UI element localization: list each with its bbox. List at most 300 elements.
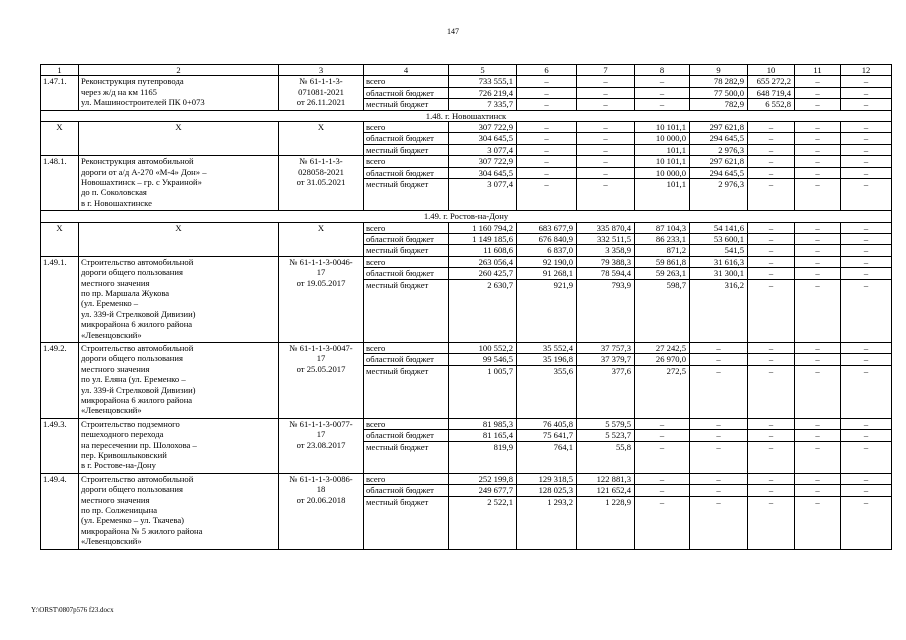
row-id: Х	[41, 222, 79, 256]
column-header: 6	[517, 65, 577, 76]
budget-value: 128 025,3	[517, 485, 577, 496]
budget-type: областной бюджет	[364, 354, 449, 365]
budget-value: 101,1	[635, 144, 690, 155]
budget-value: –	[748, 485, 795, 496]
row-name-line: Новошахтинск – гр. с Украиной»	[81, 177, 202, 188]
budget-value: –	[690, 496, 748, 549]
section-title-row	[41, 110, 892, 121]
budget-value: 252 199,8	[449, 473, 517, 484]
row-document-line: № 61-1-1-3-0086-	[289, 473, 353, 484]
row-name-line: (ул. Еременко –	[81, 298, 139, 309]
budget-value: –	[748, 133, 795, 144]
budget-value: –	[795, 122, 841, 133]
row-name	[79, 76, 279, 110]
budget-type: областной бюджет	[364, 485, 449, 496]
budget-value: –	[690, 365, 748, 418]
budget-value: 75 641,7	[517, 430, 577, 441]
row-name	[79, 418, 279, 473]
row-document-line: 17	[316, 353, 326, 364]
budget-value: 249 677,7	[449, 485, 517, 496]
row-document-line: 18	[316, 484, 326, 495]
budget-value: –	[748, 167, 795, 178]
row-name-line: местного значения	[81, 494, 150, 505]
row-name	[79, 473, 279, 549]
row-document-line: от 19.05.2017	[296, 277, 346, 288]
row-id: Х	[41, 122, 79, 156]
budget-value: 655 272,2	[748, 76, 795, 87]
budget-value: 122 881,3	[577, 473, 635, 484]
budget-value: –	[748, 354, 795, 365]
budget-value: –	[748, 441, 795, 473]
budget-value: 37 379,7	[577, 354, 635, 365]
row-document-line: от 31.05.2021	[296, 177, 346, 188]
row-id: 1.49.3.	[41, 418, 79, 473]
row-name: Х	[79, 122, 279, 156]
budget-value: 3 358,9	[577, 245, 635, 256]
budget-value: 79 388,3	[577, 256, 635, 267]
budget-value: –	[517, 122, 577, 133]
budget-value: –	[795, 87, 841, 98]
budget-value: 77 500,0	[690, 87, 748, 98]
budget-value: –	[635, 99, 690, 110]
budget-value: –	[748, 279, 795, 342]
budget-value: 53 600,1	[690, 234, 748, 245]
budget-value: –	[841, 496, 892, 549]
budget-value: –	[795, 256, 841, 267]
budget-value: 78 594,4	[577, 268, 635, 279]
budget-value: –	[841, 343, 892, 354]
budget-value: 121 652,4	[577, 485, 635, 496]
row-name-line: Строительство автомобильной	[81, 343, 194, 354]
row-document-line: № 61-1-1-3-0047-	[289, 343, 353, 354]
budget-value: –	[690, 430, 748, 441]
row-document	[279, 418, 364, 473]
budget-value: 5 523,7	[577, 430, 635, 441]
budget-value: –	[690, 354, 748, 365]
budget-value: –	[795, 179, 841, 211]
budget-value: –	[841, 256, 892, 267]
row-name-line: по пр. Маршала Жукова	[81, 288, 170, 299]
budget-value: 7 335,7	[449, 99, 517, 110]
budget-value: 263 056,4	[449, 256, 517, 267]
budget-value: 129 318,5	[517, 473, 577, 484]
budget-type: местный бюджет	[364, 179, 449, 211]
row-name-line: (ул. Еременко – ул. Ткачева)	[81, 515, 185, 526]
row-document	[279, 256, 364, 342]
row-document: Х	[279, 222, 364, 256]
budget-value: 81 165,4	[449, 430, 517, 441]
budget-value: –	[795, 418, 841, 429]
row-document-line: от 26.11.2021	[296, 97, 346, 108]
budget-type: областной бюджет	[364, 234, 449, 245]
budget-value: –	[517, 179, 577, 211]
budget-value: 871,2	[635, 245, 690, 256]
page-number: 147	[447, 27, 459, 36]
budget-value: –	[517, 99, 577, 110]
budget-table	[40, 64, 892, 550]
budget-value: –	[635, 87, 690, 98]
budget-value: 307 722,9	[449, 156, 517, 167]
row-id: 1.49.4.	[41, 473, 79, 549]
table-body	[41, 65, 892, 550]
row-name-line: Реконструкция путепровода	[81, 76, 184, 87]
row-name-line: ул. 339-й Стрелковой Дивизии)	[81, 384, 196, 395]
budget-type: всего	[364, 473, 449, 484]
row-id: 1.49.2.	[41, 343, 79, 419]
budget-value: –	[635, 76, 690, 87]
budget-value: –	[748, 144, 795, 155]
table-row	[41, 156, 892, 167]
row-name-line: в г. Новошахтинске	[81, 197, 152, 208]
budget-value: –	[795, 430, 841, 441]
budget-type: местный бюджет	[364, 365, 449, 418]
row-document-line: 17	[316, 267, 326, 278]
budget-value: –	[517, 167, 577, 178]
budget-value: 3 077,4	[449, 179, 517, 211]
row-name-line: на пересечении пр. Шолохова –	[81, 439, 197, 450]
budget-value: –	[635, 418, 690, 429]
budget-value: –	[517, 87, 577, 98]
budget-value: 5 579,5	[577, 418, 635, 429]
row-name-line: микрорайона 6 жилого района	[81, 395, 193, 406]
total-row	[41, 222, 892, 233]
budget-value: –	[841, 418, 892, 429]
budget-type: местный бюджет	[364, 144, 449, 155]
budget-value: –	[577, 122, 635, 133]
row-document-line: 17	[316, 429, 326, 440]
budget-value: –	[748, 156, 795, 167]
row-name-line: по ул. Еляна (ул. Еременко –	[81, 374, 186, 385]
row-document	[279, 343, 364, 419]
row-document-line: № 61-1-1-3-0046-	[289, 256, 353, 267]
budget-value: –	[577, 76, 635, 87]
section-title: 1.48. г. Новошахтинск	[41, 110, 892, 121]
budget-value: –	[841, 76, 892, 87]
row-name-line: Строительство автомобильной	[81, 256, 194, 267]
budget-value: 1 160 794,2	[449, 222, 517, 233]
row-document-line: № 61-1-1-3-	[299, 76, 343, 87]
budget-value: 1 005,7	[449, 365, 517, 418]
row-name-line: через ж/д на км 1165	[81, 86, 157, 97]
budget-value: 10 101,1	[635, 122, 690, 133]
row-name-line: в г. Ростове-на-Дону	[81, 460, 156, 471]
budget-value: –	[795, 99, 841, 110]
budget-value: 335 870,4	[577, 222, 635, 233]
budget-value: –	[841, 99, 892, 110]
table-row	[41, 256, 892, 267]
column-header: 1	[41, 65, 79, 76]
row-name-line: Строительство автомобильной	[81, 473, 194, 484]
budget-value: –	[841, 430, 892, 441]
row-document-line: № 61-1-1-3-0077-	[289, 418, 353, 429]
budget-value: –	[748, 343, 795, 354]
budget-value: –	[841, 485, 892, 496]
budget-value: 11 608,6	[449, 245, 517, 256]
row-name	[79, 256, 279, 342]
budget-value: –	[841, 441, 892, 473]
column-header: 3	[279, 65, 364, 76]
budget-type: всего	[364, 222, 449, 233]
budget-value: –	[841, 156, 892, 167]
budget-value: –	[635, 441, 690, 473]
budget-value: 10 000,0	[635, 133, 690, 144]
budget-value: –	[635, 430, 690, 441]
row-name-line: Строительство подземного	[81, 418, 180, 429]
budget-value: 683 677,9	[517, 222, 577, 233]
budget-value: –	[841, 234, 892, 245]
budget-type: областной бюджет	[364, 133, 449, 144]
budget-value: 99 546,5	[449, 354, 517, 365]
column-header: 4	[364, 65, 449, 76]
budget-value: –	[795, 133, 841, 144]
budget-value: 59 861,8	[635, 256, 690, 267]
budget-value: 3 077,4	[449, 144, 517, 155]
budget-value: 78 282,9	[690, 76, 748, 87]
budget-value: 31 616,3	[690, 256, 748, 267]
budget-value: 59 263,1	[635, 268, 690, 279]
budget-value: –	[795, 496, 841, 549]
row-name-line: ул. Машиностроителей ПК 0+073	[81, 97, 205, 108]
row-name-line: дороги от а/д А-270 «М-4» Дон» –	[81, 166, 207, 177]
row-document	[279, 156, 364, 211]
budget-value: 819,9	[449, 441, 517, 473]
budget-value: 6 837,0	[517, 245, 577, 256]
budget-value: –	[795, 144, 841, 155]
row-document-line: от 20.06.2018	[296, 494, 346, 505]
budget-type: всего	[364, 122, 449, 133]
row-name-line: Реконструкция автомобильной	[81, 156, 194, 167]
row-name-line: дороги общего пользования	[81, 267, 183, 278]
budget-value: –	[795, 156, 841, 167]
row-name-line: местного значения	[81, 363, 150, 374]
budget-value: –	[577, 144, 635, 155]
budget-value: –	[841, 133, 892, 144]
budget-value: –	[690, 343, 748, 354]
table-row	[41, 76, 892, 87]
budget-value: –	[690, 485, 748, 496]
row-id: 1.48.1.	[41, 156, 79, 211]
budget-value: 598,7	[635, 279, 690, 342]
budget-value: 294 645,5	[690, 133, 748, 144]
budget-value: 54 141,6	[690, 222, 748, 233]
budget-value: –	[517, 144, 577, 155]
header-row	[41, 65, 892, 76]
budget-value: –	[577, 179, 635, 211]
budget-value: 27 242,5	[635, 343, 690, 354]
budget-value: 726 219,4	[449, 87, 517, 98]
budget-value: 6 552,8	[748, 99, 795, 110]
budget-value: 332 511,5	[577, 234, 635, 245]
row-name-line: местного значения	[81, 277, 150, 288]
budget-value: 81 985,3	[449, 418, 517, 429]
row-name-line: дороги общего пользования	[81, 484, 183, 495]
row-document	[279, 473, 364, 549]
budget-value: –	[577, 133, 635, 144]
budget-value: 793,9	[577, 279, 635, 342]
budget-value: –	[748, 234, 795, 245]
budget-value: 10 000,0	[635, 167, 690, 178]
budget-value: –	[748, 496, 795, 549]
column-header: 9	[690, 65, 748, 76]
row-name-line: «Левенцовский»	[81, 536, 142, 547]
budget-value: 921,9	[517, 279, 577, 342]
budget-value: –	[841, 279, 892, 342]
row-name-line: по пр. Солженицына	[81, 505, 158, 516]
budget-value: –	[841, 167, 892, 178]
budget-value: 35 552,4	[517, 343, 577, 354]
row-name	[79, 156, 279, 211]
budget-value: –	[690, 473, 748, 484]
budget-value: –	[795, 234, 841, 245]
column-header: 2	[79, 65, 279, 76]
budget-value: –	[748, 365, 795, 418]
budget-type: всего	[364, 256, 449, 267]
budget-value: 304 645,5	[449, 133, 517, 144]
budget-value: –	[577, 156, 635, 167]
budget-value: 272,5	[635, 365, 690, 418]
budget-value: –	[690, 418, 748, 429]
row-name-line: «Левенцовский»	[81, 405, 142, 416]
row-name-line: пешеходного перехода	[81, 429, 164, 440]
budget-value: –	[748, 245, 795, 256]
budget-value: –	[841, 144, 892, 155]
budget-value: 676 840,9	[517, 234, 577, 245]
budget-value: –	[748, 473, 795, 484]
budget-value: –	[517, 76, 577, 87]
section-title-row	[41, 211, 892, 222]
budget-value: –	[841, 268, 892, 279]
budget-value: –	[795, 343, 841, 354]
row-document-line: от 23.08.2017	[296, 439, 346, 450]
budget-value: –	[795, 76, 841, 87]
budget-value: 31 300,1	[690, 268, 748, 279]
budget-value: –	[795, 222, 841, 233]
budget-value: 355,6	[517, 365, 577, 418]
budget-value: 76 405,8	[517, 418, 577, 429]
budget-type: местный бюджет	[364, 279, 449, 342]
budget-value: –	[795, 473, 841, 484]
budget-value: –	[795, 268, 841, 279]
row-name-line: микрорайона № 5 жилого района	[81, 525, 203, 536]
column-header: 8	[635, 65, 690, 76]
row-name	[79, 343, 279, 419]
budget-value: –	[748, 179, 795, 211]
budget-value: –	[517, 133, 577, 144]
budget-value: 26 970,0	[635, 354, 690, 365]
budget-value: 782,9	[690, 99, 748, 110]
budget-type: областной бюджет	[364, 430, 449, 441]
row-name-line: ул. 339-й Стрелковой Дивизии)	[81, 308, 196, 319]
budget-type: областной бюджет	[364, 167, 449, 178]
budget-value: 2 976,3	[690, 144, 748, 155]
budget-value: 91 268,1	[517, 268, 577, 279]
section-title: 1.49. г. Ростов-на-Дону	[41, 211, 892, 222]
budget-value: –	[748, 430, 795, 441]
budget-value: –	[841, 365, 892, 418]
budget-type: всего	[364, 76, 449, 87]
budget-value: –	[577, 167, 635, 178]
budget-value: 307 722,9	[449, 122, 517, 133]
budget-value: 2 522,1	[449, 496, 517, 549]
budget-value: 1 149 185,6	[449, 234, 517, 245]
budget-value: –	[795, 354, 841, 365]
row-document: Х	[279, 122, 364, 156]
row-document	[279, 76, 364, 110]
budget-value: –	[748, 222, 795, 233]
budget-type: областной бюджет	[364, 268, 449, 279]
row-name: Х	[79, 222, 279, 256]
budget-value: 294 645,5	[690, 167, 748, 178]
budget-value: 2 630,7	[449, 279, 517, 342]
budget-value: 733 555,1	[449, 76, 517, 87]
budget-value: 316,2	[690, 279, 748, 342]
budget-value: –	[748, 268, 795, 279]
budget-value: –	[577, 99, 635, 110]
budget-value: 55,8	[577, 441, 635, 473]
budget-type: всего	[364, 418, 449, 429]
column-header: 7	[577, 65, 635, 76]
budget-value: –	[517, 156, 577, 167]
budget-value: –	[795, 167, 841, 178]
budget-value: –	[577, 87, 635, 98]
budget-type: всего	[364, 343, 449, 354]
budget-value: 2 976,3	[690, 179, 748, 211]
budget-value: 377,6	[577, 365, 635, 418]
budget-value: 87 104,3	[635, 222, 690, 233]
table-row	[41, 343, 892, 354]
budget-value: –	[841, 245, 892, 256]
budget-value: –	[795, 441, 841, 473]
budget-value: 297 621,8	[690, 122, 748, 133]
row-document-line: 028058-2021	[298, 166, 344, 177]
table-row	[41, 473, 892, 484]
row-name-line: «Левенцовский»	[81, 329, 142, 340]
budget-value: 92 190,0	[517, 256, 577, 267]
budget-value: 304 645,5	[449, 167, 517, 178]
budget-value: –	[841, 122, 892, 133]
budget-value: 35 196,8	[517, 354, 577, 365]
budget-value: –	[748, 256, 795, 267]
footer-file-path: Y:\ORST\0807p576 f23.docx	[31, 606, 114, 614]
budget-type: областной бюджет	[364, 87, 449, 98]
total-row	[41, 122, 892, 133]
budget-value: 100 552,2	[449, 343, 517, 354]
budget-value: –	[841, 473, 892, 484]
row-document-line: от 25.05.2017	[296, 363, 346, 374]
row-id: 1.49.1.	[41, 256, 79, 342]
budget-value: –	[795, 365, 841, 418]
budget-type: местный бюджет	[364, 99, 449, 110]
row-document-line: № 61-1-1-3-	[299, 156, 343, 167]
budget-value: –	[841, 222, 892, 233]
budget-type: местный бюджет	[364, 496, 449, 549]
budget-value: –	[795, 245, 841, 256]
row-document-line: 071081-2021	[298, 86, 344, 97]
budget-value: 541,5	[690, 245, 748, 256]
budget-type: местный бюджет	[364, 441, 449, 473]
budget-value: –	[841, 179, 892, 211]
column-header: 5	[449, 65, 517, 76]
row-name-line: до п. Соколовская	[81, 187, 147, 198]
column-header: 10	[748, 65, 795, 76]
budget-value: 1 228,9	[577, 496, 635, 549]
budget-value: 297 621,8	[690, 156, 748, 167]
budget-value: –	[748, 418, 795, 429]
budget-type: местный бюджет	[364, 245, 449, 256]
budget-value: 37 757,3	[577, 343, 635, 354]
budget-value: 101,1	[635, 179, 690, 211]
budget-value: –	[690, 441, 748, 473]
